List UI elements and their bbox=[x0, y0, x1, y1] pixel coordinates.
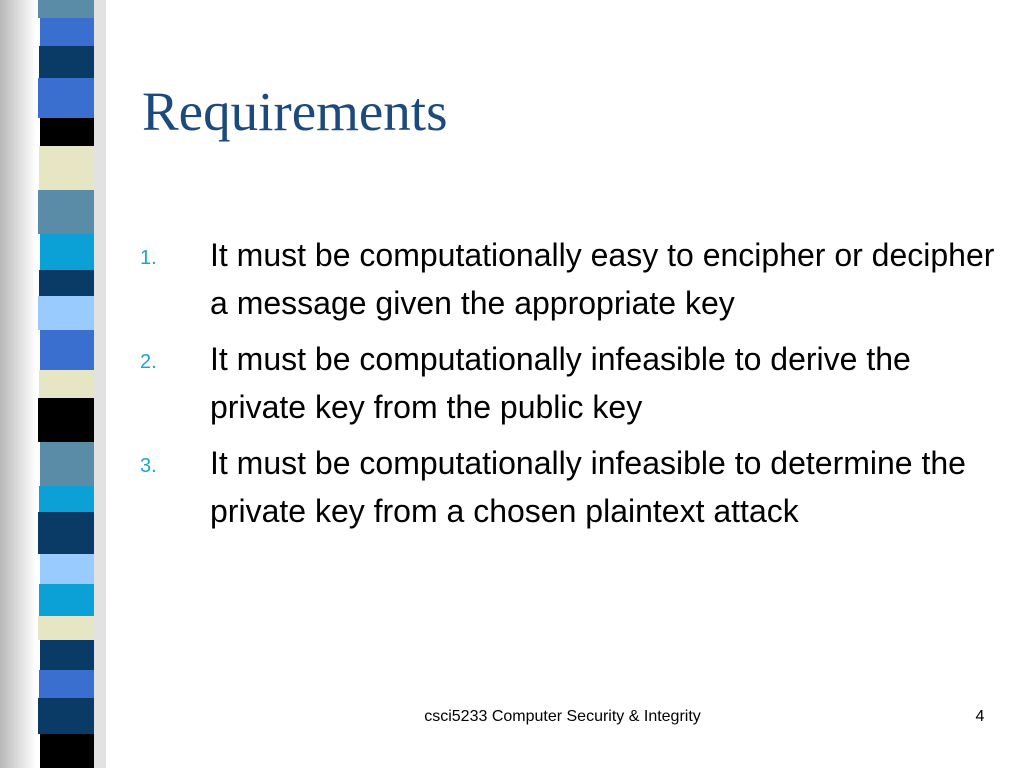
list-item-number: 3. bbox=[140, 455, 157, 477]
stripe-block bbox=[38, 0, 94, 18]
stripe-shadow bbox=[0, 0, 36, 768]
stripe-block bbox=[40, 554, 94, 584]
slide-footer bbox=[0, 705, 1024, 755]
stripe-block bbox=[40, 330, 94, 370]
stripe-pattern bbox=[0, 0, 120, 768]
stripe-shadow-right bbox=[94, 0, 106, 768]
slide-title: Requirements bbox=[142, 81, 448, 142]
stripe-block bbox=[40, 234, 94, 270]
stripe-block bbox=[39, 370, 94, 398]
stripe-block bbox=[38, 78, 94, 118]
list-item-number: 1. bbox=[140, 247, 157, 269]
list-item-text: It must be computationally infeasible to determine the private key from a chosen plaintext attack bbox=[210, 445, 966, 529]
list-item bbox=[140, 231, 1000, 327]
list-item bbox=[140, 439, 1000, 535]
stripe-block bbox=[38, 190, 94, 234]
stripe-block bbox=[39, 584, 94, 616]
list-item bbox=[140, 335, 1000, 431]
list-item-number: 2. bbox=[140, 351, 157, 373]
stripe-block bbox=[40, 442, 94, 486]
list-item-text: It must be computationally infeasible to derive the private key from the public key bbox=[210, 341, 911, 425]
decorative-stripe-bar bbox=[0, 0, 120, 768]
footer-course-title: csci5233 Computer Security & Integrity bbox=[424, 708, 701, 725]
stripe-block bbox=[39, 46, 94, 78]
stripe-block bbox=[40, 640, 94, 670]
stripe-block bbox=[39, 670, 94, 698]
stripe-block bbox=[38, 296, 94, 330]
stripe-block bbox=[38, 512, 94, 554]
stripe-block bbox=[40, 118, 94, 146]
requirements-list bbox=[140, 231, 1000, 543]
list-item-text: It must be computationally easy to encipher or decipher a message given the appropriate key bbox=[210, 237, 995, 321]
footer-page-number: 4 bbox=[975, 708, 985, 725]
stripe-block bbox=[40, 18, 94, 46]
stripe-block bbox=[39, 486, 94, 512]
stripe-block bbox=[39, 146, 94, 190]
stripe-block bbox=[38, 616, 94, 640]
stripe-block bbox=[38, 398, 94, 442]
stripe-block bbox=[39, 270, 94, 296]
